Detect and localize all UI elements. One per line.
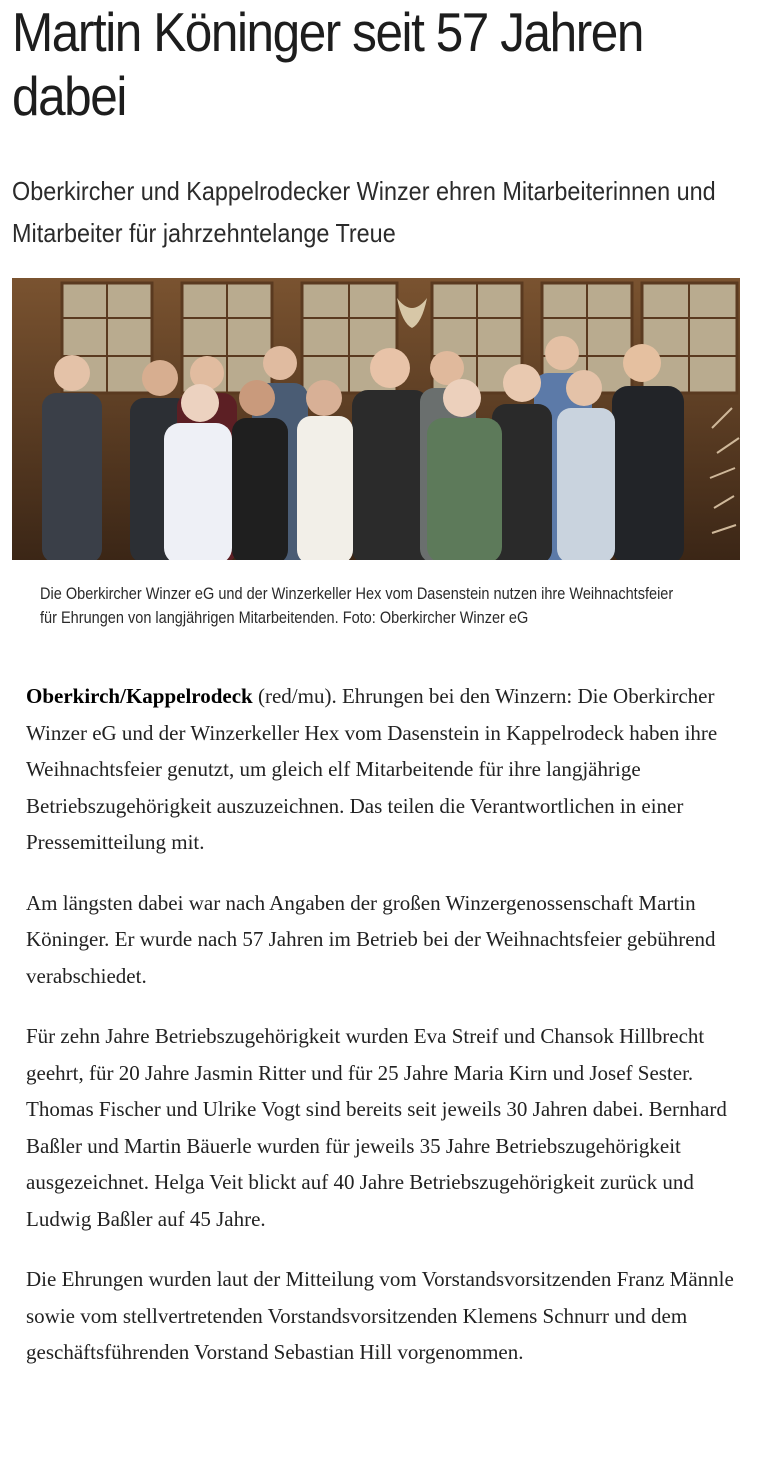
paragraph-1 bbox=[26, 678, 756, 861]
paragraph-3: Für zehn Jahre Betriebszugehörigkeit wurden Eva Streif und Chansok Hillbrecht geehrt, für 20 Jahre Jasmin Ritter und für 25 Jahre Maria Kirn und Josef Sester. Thomas Fischer und Ulrike Vogt sind bereits seit jeweils 30 Jahren dabei. Bernhard Baßler und Martin Bäuerle wurden für jeweils 35 Jahre Betriebszugehörigkeit ausgezeichnet. Helga Veit blickt auf 40 Jahre Betriebszugehörigkeit zurück und Ludwig Baßler auf 45 Jahre. bbox=[26, 1024, 727, 1231]
paragraph-4: Die Ehrungen wurden laut der Mitteilung vom Vorstandsvorsitzenden Franz Männle sowie vom stellvertretenden Vorstandsvorsitzenden Klemens Schnurr und dem geschäftsführenden Vorstand Sebastian Hill vorgenommen. bbox=[26, 1267, 734, 1364]
dateline: Oberkirch/Kappelrodeck bbox=[26, 684, 253, 708]
article-body bbox=[26, 678, 756, 1395]
article-subheadline: Oberkircher und Kappelrodecker Winzer ehren Mitarbeiterinnen und Mitarbeiter für jahrzehntelange Treue bbox=[12, 176, 716, 248]
paragraph-1-text: (red/mu). Ehrungen bei den Winzern: Die Oberkircher Winzer eG und der Winzerkeller Hex vom Dasenstein in Kappelrodeck haben ihre Weihnachtsfeier genutzt, um gleich elf Mitarbeitende für ihre langjährige Betriebszugehörigkeit auszuzeichnen. Das teilen die Verantwortlichen in einer Pressemitteilung mit. bbox=[26, 684, 718, 854]
article-headline: Martin Köninger seit 57 Jahren dabei bbox=[12, 1, 643, 127]
paragraph-2: Am längsten dabei war nach Angaben der großen Winzergenossenschaft Martin Köninger. Er wurde nach 57 Jahren im Betrieb bei der Weihnachtsfeier gebührend verabschiedet. bbox=[26, 890, 716, 988]
article-photo[interactable] bbox=[12, 278, 740, 560]
group-photo-illustration bbox=[12, 278, 740, 560]
photo-caption: Die Oberkircher Winzer eG und der Winzerkeller Hex vom Dasenstein nutzen ihre Weihnachtsfeier für Ehrungen von langjährigen Mitarbeitenden. Foto: Oberkircher Winzer eG bbox=[40, 585, 674, 627]
